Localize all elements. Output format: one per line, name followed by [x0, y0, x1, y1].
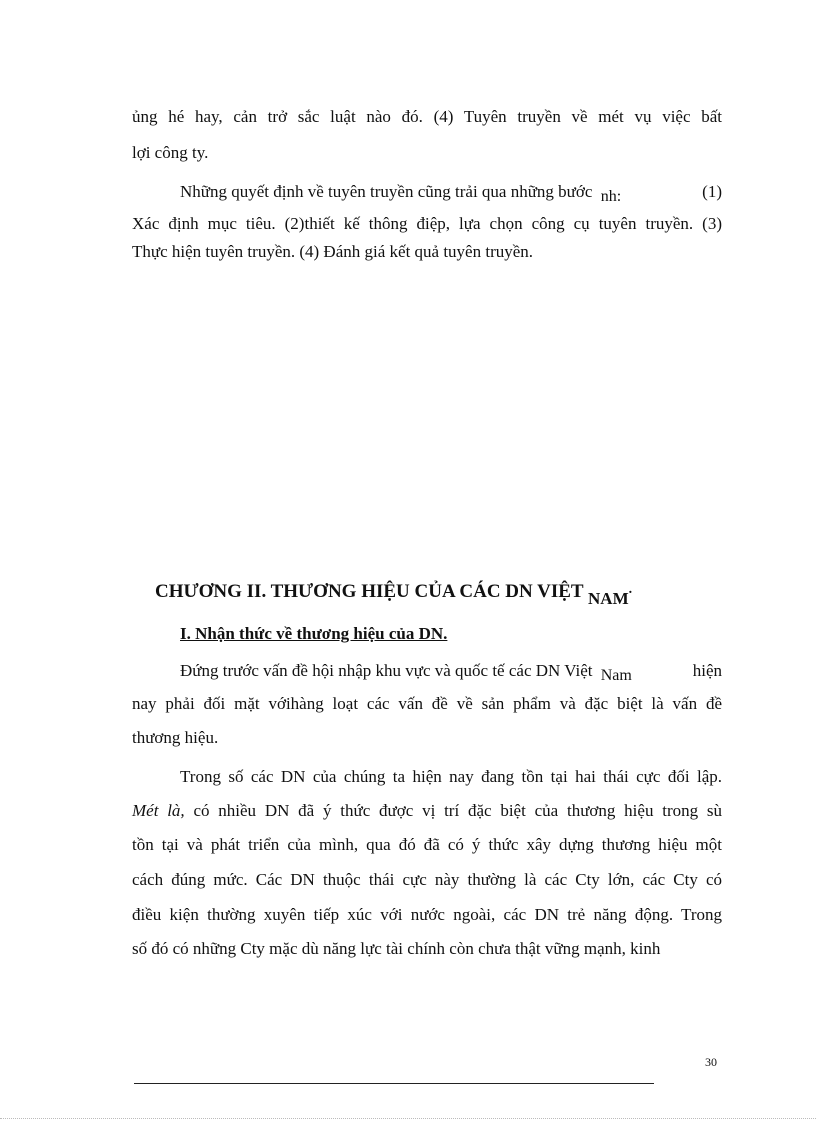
extremes-line-2-rest: có nhiều DN đã ý thức được vị trí đặc biệt của thương hiệu trong sù [193, 801, 723, 820]
chapter-heading-end-mark: . [628, 582, 633, 597]
paragraph-extremes-line-4: cách đúng mức. Các DN thuộc thái cực này thường là các Cty lớn, các Cty có [132, 870, 722, 889]
paragraph-top-line-2: lợi công ty. [132, 143, 209, 162]
paragraph-integration-line-2: nay phải đối mặt vớihàng loạt các vấn đề về sản phẩm và đặc biệt là vấn đề [132, 694, 722, 713]
integration-line-1-lowered: Nam [600, 667, 632, 684]
steps-line-1-main: Những quyết định về tuyên truyền cũng trải qua những bước [180, 182, 593, 201]
paragraph-steps-line-3: Thực hiện tuyên truyền. (4) Đánh giá kết quả tuyên truyền. [132, 242, 534, 261]
paragraph-integration-line-1 [180, 660, 722, 687]
paragraph-top-line-1: ủng hé hay, cản trở sắc luật nào đó. (4) Tuyên truyền về mét vụ việc bất [132, 107, 722, 126]
paragraph-extremes-line-3: tồn tại và phát triển của mình, qua đó đã có ý thức xây dựng thương hiệu một [132, 835, 722, 854]
chapter-heading-tail: NAM [588, 589, 629, 608]
page-edge-dotted-line [0, 1118, 816, 1119]
paragraph-extremes-line-6: số đó có những Cty mặc dù năng lực tài chính còn chưa thật vững mạnh, kinh [132, 939, 661, 958]
steps-line-1-tail-word: nh: [600, 188, 622, 205]
paragraph-extremes-line-2 [132, 800, 722, 822]
paragraph-extremes-line-5: điều kiện thường xuyên tiếp xúc với nước ngoài, các DN trẻ năng động. Trong [132, 905, 722, 924]
chapter-heading-main: CHƯƠNG II. THƯƠNG HIỆU CỦA CÁC DN VIỆT [155, 581, 584, 602]
page-number: 30 [705, 1055, 717, 1069]
chapter-heading [155, 578, 632, 611]
paragraph-steps-line-2: Xác định mục tiêu. (2)thiết kế thông điệp, lựa chọn công cụ tuyên truyền. (3) [132, 214, 722, 233]
steps-line-1-tail-num: (1) [702, 182, 722, 201]
section-heading: I. Nhận thức về thương hiệu của DN. [180, 624, 448, 643]
extremes-line-2-italic: Mét là, [132, 801, 185, 820]
paragraph-integration-line-3: thương hiệu. [132, 728, 219, 747]
integration-line-1-end: hiện [692, 661, 722, 680]
integration-line-1-main: Đứng trước vấn đề hội nhập khu vực và quốc tế các DN Việt [180, 661, 593, 680]
paragraph-extremes-line-1: Trong số các DN của chúng ta hiện nay đang tồn tại hai thái cực đối lập. [180, 767, 722, 786]
paragraph-steps-line-1 [180, 181, 722, 208]
footer-rule [134, 1083, 654, 1084]
